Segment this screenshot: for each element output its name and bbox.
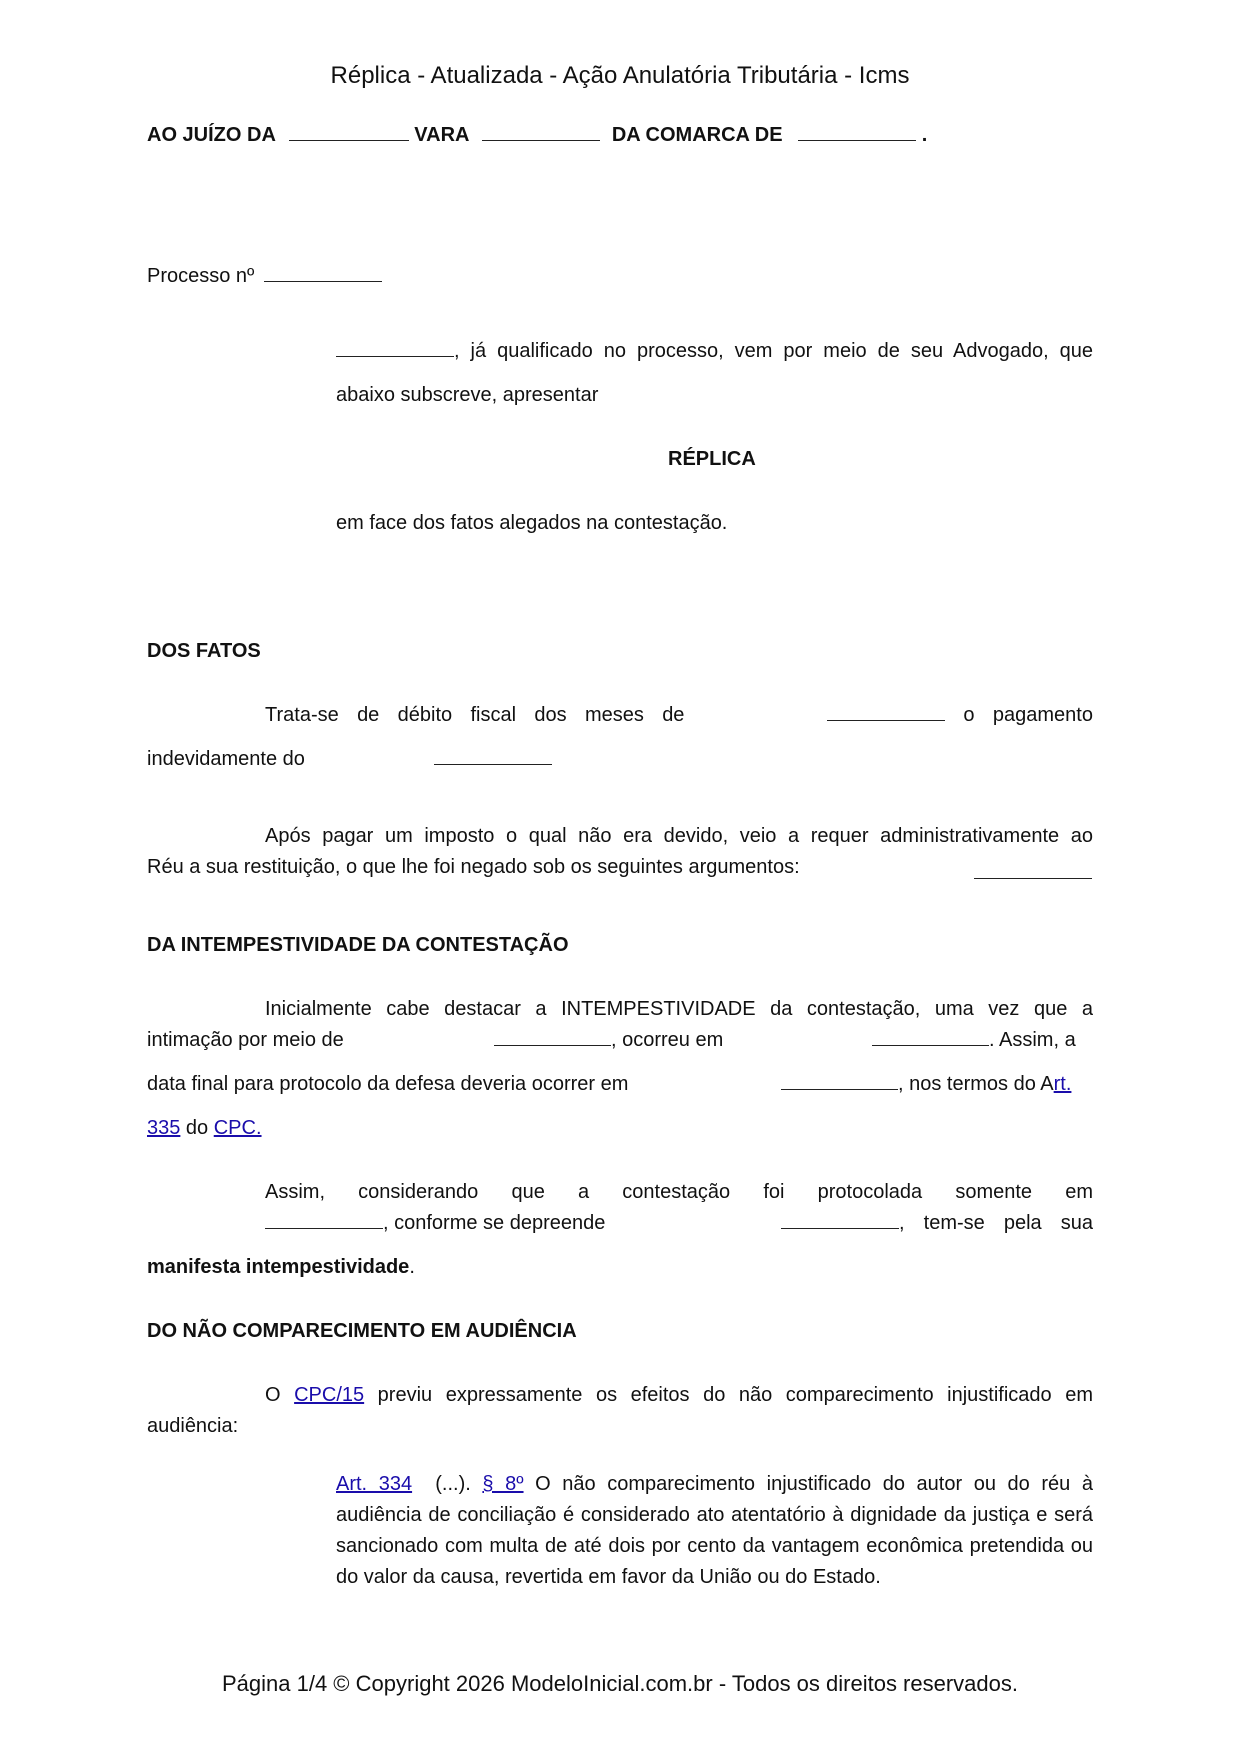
intemp-p2-line-1: Assim, considerando que a contestação foi protocolada somente em	[265, 1181, 1093, 1203]
art-335-link-number[interactable]: 335	[147, 1117, 181, 1139]
period: .	[409, 1256, 415, 1278]
addressing-prefix: AO JUÍZO DA	[147, 124, 276, 146]
blank-argumentos	[974, 877, 1092, 879]
heading-nao-comparecimento: DO NÃO COMPARECIMENTO EM AUDIÊNCIA	[147, 1320, 577, 1342]
intemp-p1-line-1: Inicialmente cabe destacar a INTEMPESTIVIDADE da contestação, uma vez que a	[265, 998, 1093, 1020]
audiencia-p1-line-1	[265, 1383, 1093, 1407]
blank-months	[827, 719, 945, 721]
fatos-word: dos	[534, 704, 567, 726]
heading-dos-fatos: DOS FATOS	[147, 640, 261, 662]
heading-intempestividade: DA INTEMPESTIVIDADE DA CONTESTAÇÃO	[147, 934, 569, 956]
document-footer: Página 1/4 © Copyright 2026 ModeloInicial.com.br - Todos os direitos reservados.	[222, 1671, 1018, 1696]
paragraph-8-link[interactable]: § 8º	[482, 1473, 524, 1495]
addressing-end: .	[921, 124, 928, 146]
intemp-occurred: , ocorreu em	[611, 1029, 724, 1051]
intemp-p1-line-2-b	[494, 1028, 723, 1052]
fatos-word: de	[662, 704, 685, 726]
fatos-word: Trata-se	[265, 704, 339, 726]
intro-line-1	[336, 339, 1093, 363]
addressing-comarca: DA COMARCA DE	[611, 124, 783, 146]
blank-processo-number	[264, 280, 382, 282]
quote-ellipsis: (...).	[435, 1473, 471, 1495]
intemp-tem-se: , tem-se pela sua	[899, 1212, 1093, 1234]
processo-label: Processo nº	[147, 265, 255, 287]
blank-intimacao-date	[872, 1044, 989, 1046]
blank-comarca	[798, 139, 916, 141]
document-header-title: Réplica - Atualizada - Ação Anulatória Tributária - Icms	[330, 62, 910, 89]
fatos-p1-line-2	[147, 747, 552, 771]
blank-final-date	[781, 1088, 898, 1090]
fatos-p2-line-1: Após pagar um imposto o qual não era devido, veio a requer administrativamente ao	[265, 825, 1093, 847]
intemp-p1-line-2-c	[872, 1028, 1076, 1052]
quote-text: O não comparecimento injustificado do autor ou do réu à audiência de conciliação é considerado ato atentatório à dignidade da justiça e será sancionado com multa de até dois por cento da vantagem econômica pretendida ou do valor da causa, revertida em favor da União ou do Estado.	[336, 1473, 1094, 1588]
blank-vara-number	[289, 139, 409, 141]
intemp-p2-line-3	[147, 1255, 415, 1279]
fatos-p1-line-1	[265, 703, 1093, 727]
intro-line-2: abaixo subscreve, apresentar	[336, 384, 599, 406]
fatos-word: o	[963, 704, 975, 726]
blank-vara-name	[482, 139, 600, 141]
art-334-link[interactable]: Art. 334	[336, 1473, 413, 1495]
audiencia-rest: previu expressamente os efeitos do não comparecimento injustificado em	[364, 1384, 1093, 1406]
manifesta-intempestividade: manifesta intempestividade	[147, 1256, 410, 1278]
audiencia-o: O	[265, 1384, 295, 1406]
fatos-word: pagamento	[992, 704, 1093, 726]
intro-text-1: , já qualificado no processo, vem por meio de seu Advogado, que	[454, 340, 1093, 362]
intemp-p1-line-3-b	[781, 1072, 1071, 1096]
addressing-vara: VARA	[414, 124, 469, 146]
intemp-do: do	[180, 1117, 214, 1139]
intemp-p1-line-2-a: intimação por meio de	[147, 1029, 344, 1051]
audiencia-p1-line-2: audiência:	[147, 1415, 239, 1437]
intemp-p1-line-4	[147, 1116, 262, 1140]
intemp-p1-line-3-a: data final para protocolo da defesa deveria ocorrer em	[147, 1073, 629, 1095]
fatos-p1-line-2-text: indevidamente do	[147, 748, 305, 770]
intemp-terms: , nos termos do A	[898, 1073, 1054, 1095]
blank-party-name	[336, 355, 454, 357]
face-line: em face dos fatos alegados na contestação.	[336, 512, 728, 534]
intemp-p2-line-2-a	[265, 1211, 605, 1235]
fatos-word: débito	[397, 704, 453, 726]
fatos-word: de	[357, 704, 380, 726]
fatos-word: fiscal	[470, 704, 517, 726]
intemp-assim: . Assim, a	[989, 1029, 1076, 1051]
cpc-link[interactable]: CPC.	[213, 1117, 262, 1139]
blank-depreende	[781, 1227, 899, 1229]
blank-protocol-date	[265, 1227, 383, 1229]
quote-art-334	[336, 1469, 1093, 1593]
addressing-line	[147, 123, 927, 147]
cpc15-link[interactable]: CPC/15	[294, 1384, 365, 1406]
blank-indevido	[434, 763, 552, 765]
intemp-p2-line-2-b	[781, 1211, 1093, 1235]
processo-line	[147, 264, 382, 288]
blank-intimacao	[494, 1044, 611, 1046]
art-335-link[interactable]: rt.	[1053, 1073, 1072, 1095]
fatos-word: meses	[584, 704, 644, 726]
fatos-p2-line-2: Réu a sua restituição, o que lhe foi negado sob os seguintes argumentos:	[147, 856, 800, 878]
piece-title: RÉPLICA	[668, 448, 756, 470]
intemp-conforme: , conforme se depreende	[383, 1212, 606, 1234]
